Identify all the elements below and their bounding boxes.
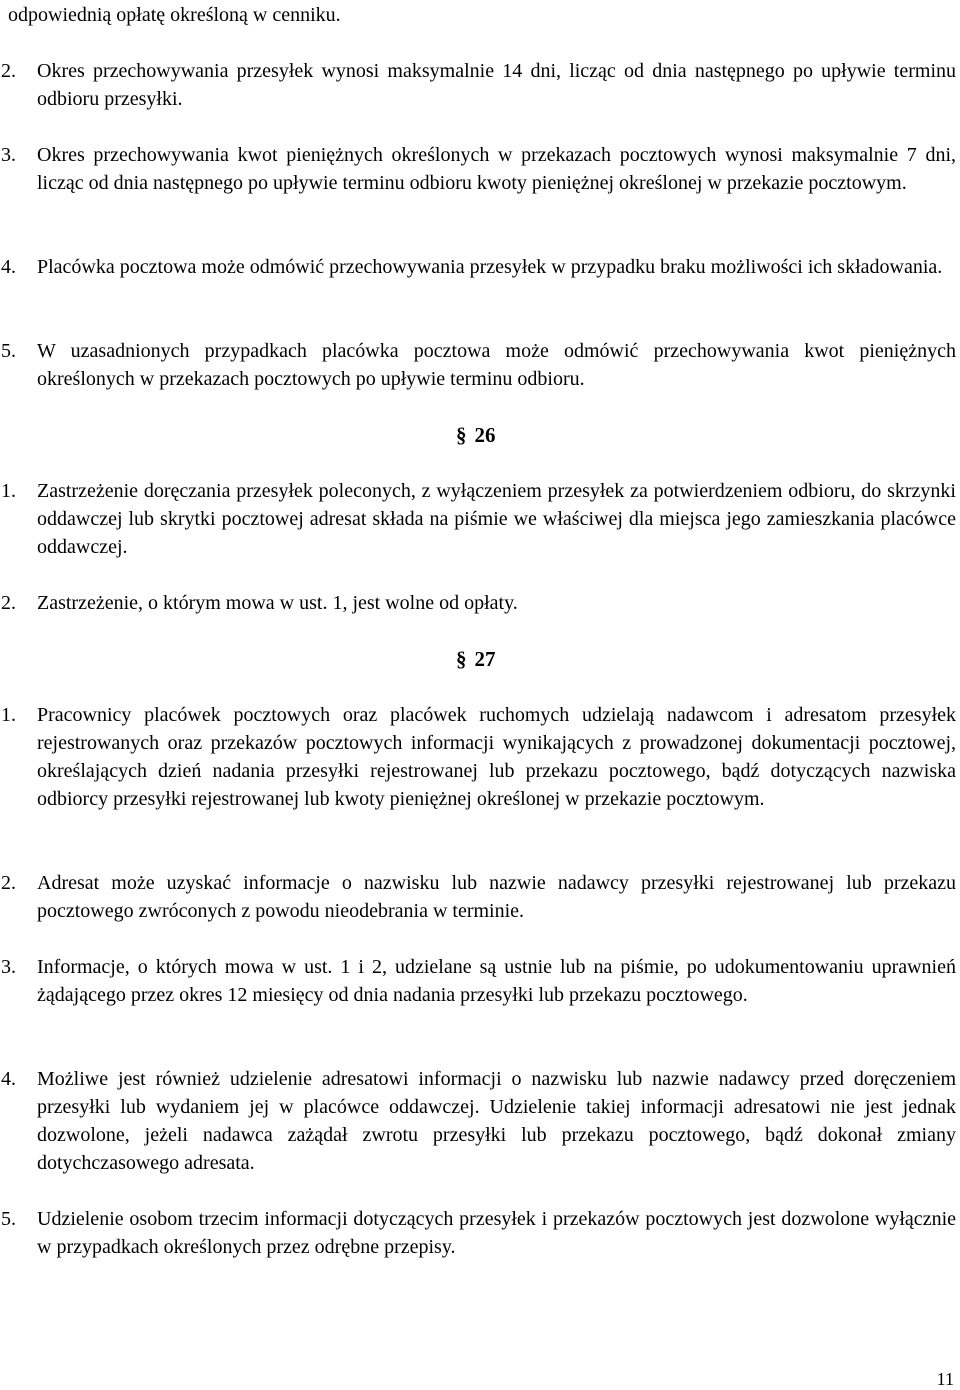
paragraph-item — [0, 701, 956, 813]
section-heading-27 — [456, 645, 496, 673]
paragraph-text: Okres przechowywania kwot pieniężnych określonych w przekazach pocztowych wynosi maksymalnie 7 dni, licząc od dnia następnego po upływie terminu odbioru kwoty pieniężnej określonej w przekazie pocztowym. — [37, 144, 956, 194]
section-symbol: § — [456, 423, 467, 447]
paragraph-item — [0, 1065, 956, 1177]
section-symbol: § — [456, 647, 467, 671]
paragraph-number: 3. — [1, 144, 16, 166]
paragraph-number: 2. — [1, 592, 16, 614]
paragraph-item — [0, 141, 956, 197]
paragraph-item — [0, 869, 956, 925]
page-number: 11 — [936, 1369, 954, 1389]
paragraph-number: 2. — [1, 60, 16, 82]
paragraph-text: Informacje, o których mowa w ust. 1 i 2, udzielane są ustnie lub na piśmie, po udokumentowaniu uprawnień żądającego przez okres 12 miesięcy od dnia nadania przesyłki lub przekazu pocztowego. — [37, 956, 956, 1006]
paragraph-item — [0, 57, 956, 113]
paragraph-number: 4. — [1, 256, 16, 278]
paragraph-text: Okres przechowywania przesyłek wynosi maksymalnie 14 dni, licząc od dnia następnego po upływie terminu odbioru przesyłki. — [37, 60, 956, 110]
paragraph-number: 3. — [1, 956, 16, 978]
paragraph-number: 4. — [1, 1068, 16, 1090]
paragraph-number: 5. — [1, 340, 16, 362]
section-number: 26 — [474, 423, 496, 447]
paragraph-text: Zastrzeżenie doręczania przesyłek poleconych, z wyłączeniem przesyłek za potwierdzeniem odbioru, do skrzynki oddawczej lub skrytki pocztowej adresat składa na piśmie we właściwej dla miejsca jego zamieszkania placówce oddawczej. — [37, 480, 956, 558]
paragraph-number: 1. — [1, 704, 16, 726]
paragraph-text: Zastrzeżenie, o którym mowa w ust. 1, jest wolne od opłaty. — [37, 592, 518, 614]
paragraph-text: Placówka pocztowa może odmówić przechowywania przesyłek w przypadku braku możliwości ich składowania. — [37, 256, 943, 278]
paragraph-item — [0, 337, 956, 393]
paragraph-item — [0, 589, 956, 617]
paragraph-text: Adresat może uzyskać informacje o nazwisku lub nazwie nadawcy przesyłki rejestrowanej lub przekazu pocztowego zwróconych z powodu nieodebrania w terminie. — [37, 872, 956, 922]
continued-paragraph: odpowiednią opłatę określoną w cenniku. — [8, 4, 341, 26]
section-number: 27 — [474, 647, 496, 671]
paragraph-text: Udzielenie osobom trzecim informacji dotyczących przesyłek i przekazów pocztowych jest dozwolone wyłącznie w przypadkach określonych przez odrębne przepisy. — [37, 1208, 956, 1258]
paragraph-text: W uzasadnionych przypadkach placówka pocztowa może odmówić przechowywania kwot pieniężnych określonych w przekazach pocztowych po upływie terminu odbioru. — [37, 340, 956, 390]
paragraph-number: 5. — [1, 1208, 16, 1230]
paragraph-item — [0, 953, 956, 1009]
section-heading-26 — [456, 421, 496, 449]
paragraph-text: Pracownicy placówek pocztowych oraz placówek ruchomych udzielają nadawcom i adresatom przesyłek rejestrowanych oraz przekazów pocztowych informacji wynikających z prowadzonej dokumentacji pocztowej, określających dzień nadania przesyłki rejestrowanej lub przekazu pocztowego, bądź dotyczących nazwiska odbiorcy przesyłki rejestrowanej lub kwoty pieniężnej określonej w przekazie pocztowym. — [37, 704, 956, 810]
paragraph-number: 2. — [1, 872, 16, 894]
paragraph-number: 1. — [1, 480, 16, 502]
paragraph-item — [0, 477, 956, 561]
paragraph-item — [0, 253, 956, 281]
paragraph-text: Możliwe jest również udzielenie adresatowi informacji o nazwisku lub nazwie nadawcy przed doręczeniem przesyłki lub wydaniem jej w placówce oddawczej. Udzielenie takiej informacji adresatowi nie jest jednak dozwolone, jeżeli nadawca zażądał zwrotu przesyłki lub przekazu pocztowego, bądź dokonał zmiany dotychczasowego adresata. — [37, 1068, 956, 1174]
paragraph-item — [0, 1205, 956, 1261]
